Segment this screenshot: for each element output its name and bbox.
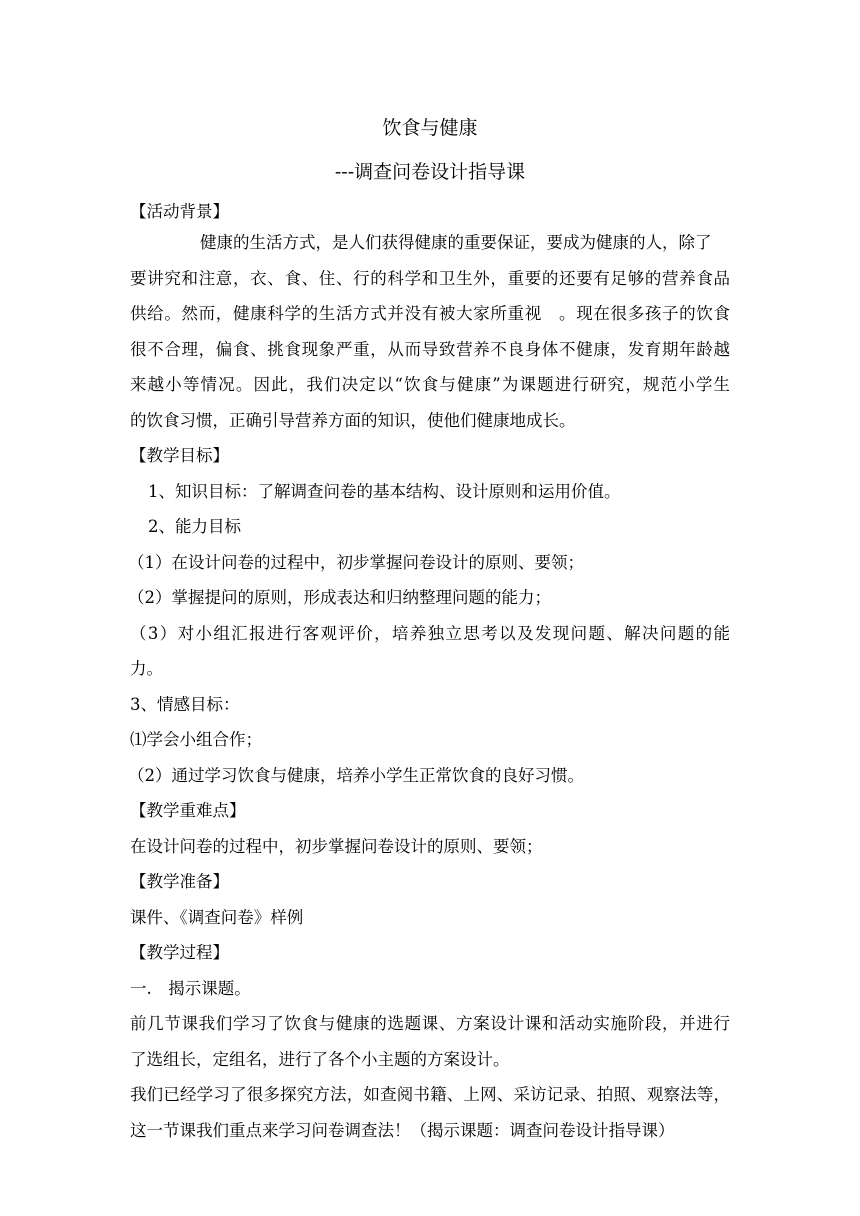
background-line-4: 很不合理，偏食、挑食现象严重，从而导致营养不良身体不健康，发育期年龄越	[130, 340, 730, 359]
process-para1-line2: 了选组长，定组名，进行了各个小主题的方案设计。	[130, 1050, 510, 1069]
preparation-text: 课件、《调查问卷》样例	[130, 908, 304, 927]
goal-knowledge: 1、知识目标：了解调查问卷的基本结构、设计原则和运用价值。	[148, 482, 621, 501]
goal-emotion-1: ⑴学会小组合作；	[130, 730, 262, 749]
background-line-1: 健康的生活方式，是人们获得健康的重要保证，要成为健康的人，除了	[200, 233, 712, 252]
goal-ability-3-line1: （3）对小组汇报进行客观评价，培养独立思考以及发现问题、解决问题的能	[130, 624, 730, 643]
section-heading-background: 【活动背景】	[130, 202, 229, 221]
section-heading-goals: 【教学目标】	[130, 446, 229, 465]
background-line-3: 供给。然而，健康科学的生活方式并没有被大家所重视 。现在很多孩子的饮食	[130, 304, 730, 323]
section-heading-process: 【教学过程】	[130, 943, 229, 962]
goal-ability-1: （1）在设计问卷的过程中，初步掌握问卷设计的原则、要领；	[128, 553, 584, 572]
background-line-5: 来越小等情况。因此，我们决定以“饮食与健康”为课题进行研究，规范小学生	[130, 375, 730, 394]
document-subtitle: ---调查问卷设计指导课	[334, 161, 526, 183]
process-para2-line2: 这一节课我们重点来学习问卷调查法！（揭示课题：调查问卷设计指导课）	[130, 1121, 675, 1140]
background-line-6: 的饮食习惯，正确引导营养方面的知识，使他们健康地成长。	[130, 411, 576, 430]
background-line-2: 要讲究和注意，衣、食、住、行的科学和卫生外，重要的还要有足够的营养食品	[130, 269, 730, 288]
goal-emotion-heading: 3、情感目标：	[130, 695, 240, 714]
document-title: 饮食与健康	[382, 117, 478, 139]
section-heading-difficulty: 【教学重难点】	[130, 801, 246, 820]
goal-emotion-2: （2）通过学习饮食与健康，培养小学生正常饮食的良好习惯。	[128, 766, 584, 785]
section-heading-preparation: 【教学准备】	[130, 872, 229, 891]
goal-ability-3-line2: 力。	[130, 659, 163, 678]
goal-ability-heading: 2、能力目标	[148, 517, 241, 536]
process-para1-line1: 前几节课我们学习了饮食与健康的选题课、方案设计课和活动实施阶段，并进行	[130, 1014, 730, 1033]
difficulty-text: 在设计问卷的过程中，初步掌握问卷设计的原则、要领；	[130, 837, 543, 856]
process-step-1: 一. 揭示课题。	[130, 979, 251, 998]
process-para2-line1: 我们已经学习了很多探究方法，如查阅书籍、上网、采访记录、拍照、观察法等，	[130, 1085, 730, 1104]
goal-ability-2: （2）掌握提问的原则，形成表达和归纳整理问题的能力；	[128, 588, 551, 607]
